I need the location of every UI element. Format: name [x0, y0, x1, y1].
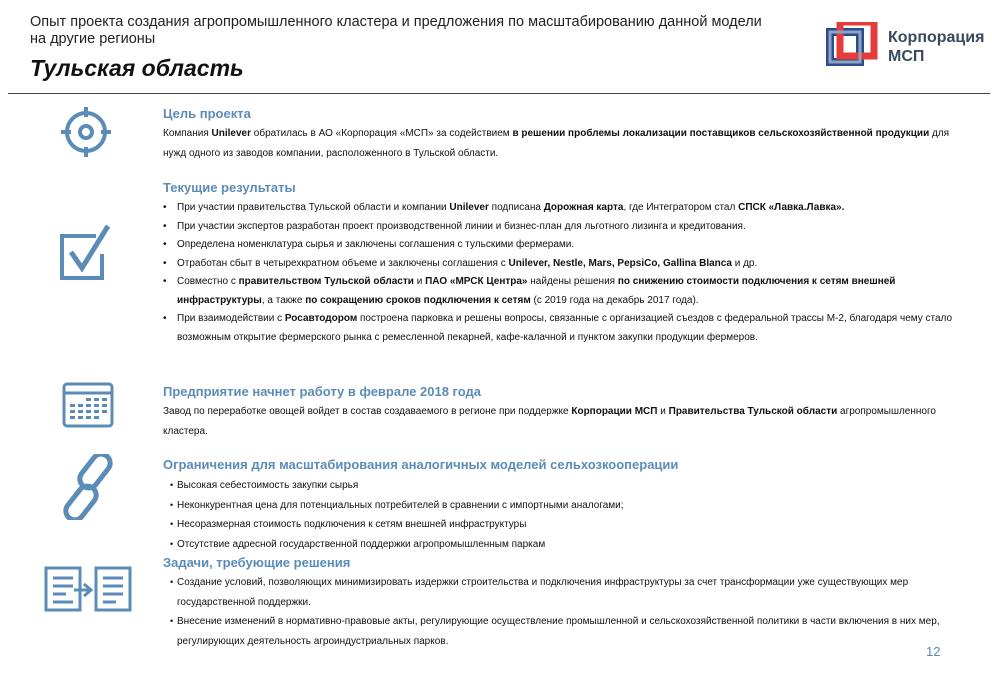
- header-subtitle: Опыт проекта создания агропромышленного кластера и предложения по масштабированию данной модели на другие регионы: [30, 14, 762, 47]
- launch-title: Предприятие начнет работу в феврале 2018 года: [163, 384, 482, 399]
- limit-item: • Несоразмерная стоимость подключения к сетям внешней инфраструктуры: [170, 515, 970, 535]
- goal-text-2: Unilever: [211, 128, 252, 139]
- logo-line2: МСП: [888, 48, 925, 65]
- limit-item: • Отсутствие адресной государственной поддержки агропромышленным паркам: [170, 535, 970, 555]
- launch-text-4: Правительства Тульской области: [668, 406, 838, 417]
- result-item: [163, 218, 983, 237]
- result-1-text-5: , где Интегратором стал: [623, 202, 739, 213]
- result-6-text-3: построена парковка и решены вопросы, связанные с организацией съездов с федеральной трассы М-2, благодаря чему стало возможным открытие фермерского рынка с ремесленной пекарней, кафе-калачной и пунктом закупки продукции фермеров.: [177, 313, 953, 343]
- result-1-text-2: Unilever: [449, 202, 489, 213]
- result-item: [163, 199, 983, 218]
- result-1-text-3: подписана: [488, 202, 544, 213]
- tasks-list: [170, 573, 970, 651]
- goal-text-4: в решении проблемы локализации поставщиков сельскохозяйственной продукции: [512, 128, 930, 139]
- result-item: [163, 273, 983, 310]
- result-3-text: Определена номенклатура сырья и заключены соглашения с тульскими фермерами.: [177, 239, 575, 250]
- launch-text-1: Завод по переработке овощей войдет в состав создаваемого в регионе при поддержке: [163, 406, 572, 417]
- results-list: [163, 199, 983, 347]
- result-5-text-8: по сокращению сроков подключения к сетям: [305, 294, 531, 306]
- header-divider: [8, 93, 990, 94]
- result-4-text-1: Отработан сбыт в четырехкратном объеме и заключены соглашения с: [177, 257, 509, 269]
- result-6-text-1: При взаимодействии с: [177, 313, 285, 324]
- limit-item: • Высокая себестоимость закупки сырья: [170, 476, 970, 496]
- task-item: • Создание условий, позволяющих минимизировать издержки строительства и подключения инфраструктуры за счет трансформации уже существующих мер государственной поддержки.: [170, 573, 970, 612]
- checkbox-icon: [58, 222, 114, 282]
- result-item: [163, 255, 983, 274]
- task-item: • Внесение изменений в нормативно-правовые акты, регулирующие осуществление промышленной и сельскохозяйственной политики в части включения в них мер, регулирующих деятельность агроиндустриальных парков.: [170, 612, 970, 651]
- result-5-text-5: найдены решения: [527, 276, 618, 287]
- launch-text-2: Корпорации МСП: [571, 406, 658, 417]
- goal-text-1: Компания: [163, 128, 212, 139]
- logo-line1: Корпорация: [888, 29, 985, 46]
- logo-text: [888, 28, 984, 66]
- result-1-text-4: Дорожная карта: [543, 202, 624, 213]
- result-2-text: При участии экспертов разработан проект производственной линии и бизнес-план для льготного лизинга и кредитования.: [177, 220, 746, 232]
- result-6-text-2: Росавтодором: [284, 313, 358, 324]
- tasks-title: Задачи, требующие решения: [163, 555, 351, 570]
- launch-text-3: и: [657, 406, 669, 417]
- result-1-text-1: При участии правительства Тульской области и компании: [177, 202, 450, 213]
- result-5-text-3: и: [413, 276, 426, 287]
- result-4-text-2: Unilever, Nestle, Mars, PepsiCo, Gallina Blanca: [508, 257, 732, 269]
- result-5-text-9: (с 2019 года на декабрь 2017 года).: [530, 294, 699, 306]
- goal-text-5: для нужд одного из заводов компании, расположенного в Тульской области.: [163, 128, 950, 159]
- goal-text: [163, 124, 963, 163]
- launch-text-5: агропромышленного кластера.: [163, 406, 936, 437]
- result-5-text-4: ПАО «МРСК Центра»: [425, 276, 528, 287]
- limits-title: Ограничения для масштабирования аналогичных моделей сельхозкооперации: [163, 457, 679, 472]
- chain-link-icon: [60, 454, 118, 520]
- page-title: Тульская область: [30, 55, 244, 81]
- results-title: Текущие результаты: [163, 180, 296, 195]
- calendar-icon: [62, 382, 114, 428]
- goal-title: Цель проекта: [163, 106, 251, 121]
- target-icon: [60, 106, 112, 158]
- launch-text: [163, 402, 963, 441]
- result-4-text-3: и др.: [731, 257, 758, 269]
- result-item: [163, 236, 983, 255]
- result-5-text-1: Совместно с: [177, 276, 239, 287]
- result-5-text-6: по снижению стоимости подключения к сетям внешней инфраструктуры: [177, 276, 896, 306]
- limits-list: [170, 476, 970, 554]
- transfer-icon: [44, 566, 132, 612]
- result-item: [163, 310, 983, 347]
- result-1-text-6: СПСК «Лавка.Лавка».: [738, 202, 845, 213]
- limit-item: • Неконкурентная цена для потенциальных потребителей в сравнении с импортными аналогами;: [170, 496, 970, 516]
- result-5-text-7: , а также: [261, 294, 306, 306]
- goal-text-3: обратилась в АО «Корпорация «МСП» за содействием: [251, 128, 513, 139]
- page-number: 12: [926, 644, 941, 659]
- result-5-text-2: правительством Тульской области: [238, 276, 414, 287]
